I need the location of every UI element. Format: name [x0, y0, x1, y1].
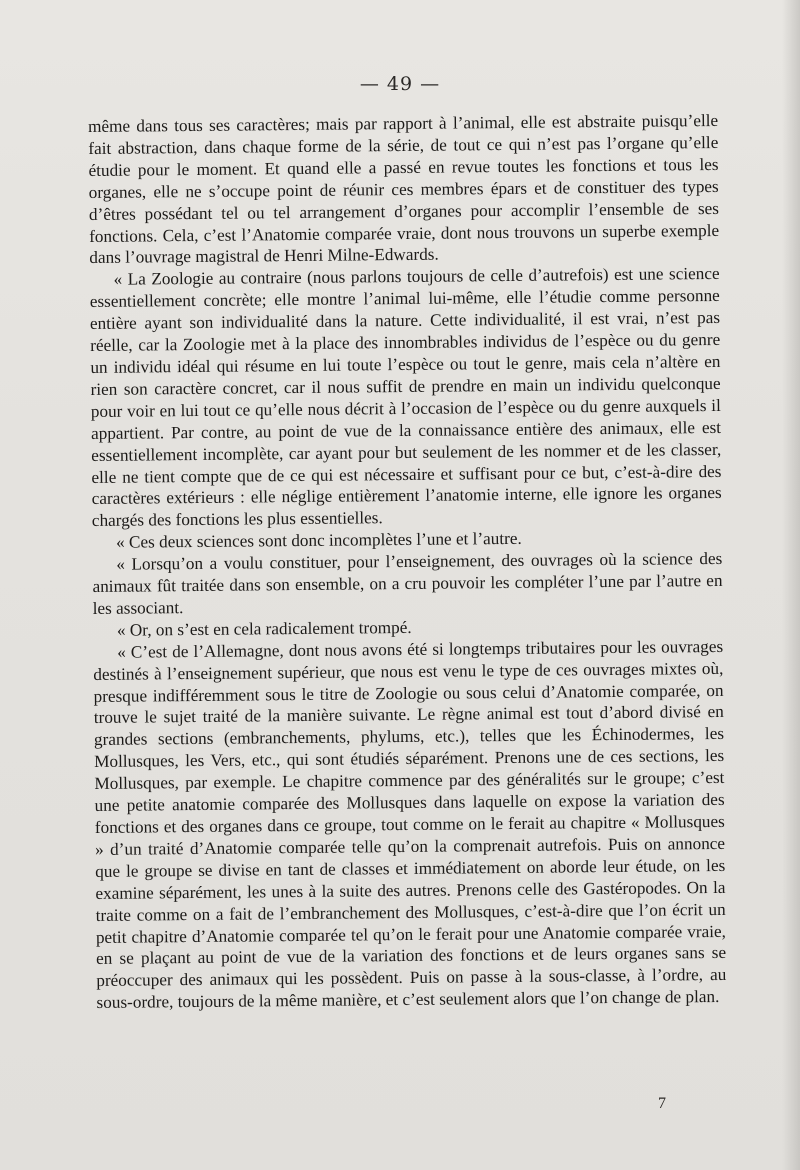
page-number: — 49 —: [359, 73, 441, 95]
paragraph-1: même dans tous ses caractères; mais par rapport à l’animal, elle est abstraite puisqu’elle fait abstraction, dans chaque forme de la série, de tout ce qui n’est pas l’organe qu’elle étudie pour le moment. Et quand elle a passé en revue toutes les fonctions et tous les organes, elle ne s’occupe point de réunir ces membres épars et de constituer des types d’êtres possédant tel ou tel arrangement d’organes pour accomplir l’ensemble de ses fonctions. Cela, c’est l’Anatomie comparée vraie, dont nous trouvons un superbe exemple dans l’ouvrage magistral de Henri Milne-Edwards.: [88, 110, 720, 268]
paragraph-2: « La Zoologie au contraire (nous parlons toujours de celle d’autrefois) est une science essentiellement concrète; elle montre l’animal lui-même, elle l’étudie comme personne entière ayant son individualité dans la nature. Cette individualité, il est vrai, n’est pas réelle, car la Zoologie met à la place des innombrables individus de l’espèce ou du genre un individu idéal qui résume en lui toute l’espèce ou tout le genre, mais cela n’altère en rien son caractère concret, car il nous suffit de prendre en main un individu quelconque pour voir en lui tout ce qu’elle nous décrit à l’occasion de l’espèce ou du genre auxquels il appartient. Par contre, au point de vue de la connaissance entière des animaux, elle est essentiellement incomplète, car ayant pour but seulement de les nommer et de les classer, elle ne tient compte que de ce qui est nécessaire et suffisant pour ce but, c’est-à-dire des caractères extérieurs : elle néglige entièrement l’anatomie interne, elle ignore les organes chargés des fonctions les plus essentielles.: [89, 264, 722, 531]
paragraph-4: « Lorsqu’on a voulu constituer, pour l’enseignement, des ouvrages où la science des animaux fût traitée dans son ensemble, on a cru pouvoir les compléter l’une par l’autre en les associant.: [92, 549, 723, 618]
page-edge-shadow: [782, 0, 800, 1170]
body-text: [88, 110, 727, 1014]
paragraph-3: « Ces deux sciences sont donc incomplètes l’une et l’autre.: [116, 529, 522, 552]
paragraph-5: « Or, on s’est en cela radicalement trompé.: [116, 617, 412, 640]
paragraph-6: « C’est de l’Allemagne, dont nous avons été si longtemps tributaires pour les ouvrages destinés à l’enseignement supérieur, que nous est venu le type de ces ouvrages mixtes où, presque indifféremment sous le titre de Zoologie ou sous celui d’Anatomie comparée, on trouve le sujet traité de la manière suivante. Le règne animal est tout d’abord divisé en grandes sections (embranchements, phylums, etc.), telles que les Échinodermes, les Mollusques, les Vers, etc., qui sont étudiés séparément. Prenons une de ces sections, les Mollusques, par exemple. Le chapitre commence par des généralités sur le groupe; c’est une petite anatomie comparée des Mollusques dans laquelle on expose la variation des fonctions et des organes dans ce groupe, tout comme on le ferait au chapitre « Mollusques » d’un traité d’Anatomie comparée telle qu’on la comprenait autrefois. Puis on annonce que le groupe se divise en tant de classes et immédiatement on aborde leur étude, on les examine séparément, les unes à la suite des autres. Prenons celle des Gastéropodes. On la traite comme on a fait de l’embranchement des Mollusques, c’est-à-dire que l’on écrit un petit chapitre d’Anatomie comparée tel qu’on le ferait pour une Anatomie comparée vraie, en se plaçant au point de vue de la variation des fonctions et de leurs organes sans se préoccuper des animaux qui les possèdent. Puis on passe à la sous-classe, à l’ordre, au sous-ordre, toujours de la même manière, et c’est seulement alors que l’on change de plan.: [93, 636, 727, 1013]
signature-mark: 7: [658, 1095, 666, 1112]
